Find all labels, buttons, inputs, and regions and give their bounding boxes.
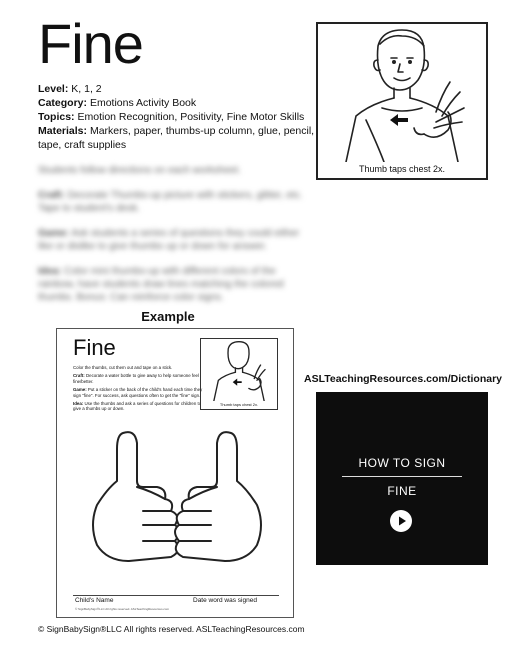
category-value: Emotions Activity Book: [89, 97, 197, 109]
example-heading: Example: [141, 309, 195, 324]
worksheet-idea: [73, 401, 203, 412]
worksheet-craft-label: Craft:: [73, 373, 85, 379]
category-label: Category:: [38, 97, 88, 109]
worksheet-instructions: [73, 365, 203, 415]
idea-label: Idea:: [38, 266, 62, 277]
instructions-idea: [38, 265, 310, 304]
materials-row: [38, 124, 316, 152]
game-label: Game:: [38, 228, 70, 239]
sign-illustration: [318, 24, 486, 162]
video-thumbnail[interactable]: [316, 392, 488, 565]
worksheet-intro: Color the thumbs, cut them out and tape on a stick.: [73, 365, 173, 370]
worksheet-sign-illustration: [201, 339, 277, 401]
worksheet-signature-line: [73, 595, 279, 596]
thumbs-up-left-icon: [93, 432, 179, 561]
worksheet-game-label: Game:: [73, 387, 87, 393]
blurred-instructions: [38, 164, 310, 316]
worksheet-sign-caption: Thumb taps chest 2x.: [219, 402, 259, 407]
level-row: [38, 82, 316, 96]
game-text: Ask students a series of questions they could either like or dislike to give thumbs up or down for answer.: [38, 228, 300, 252]
worksheet-idea-text: Use the thumbs and ask a series of questions for children to give a thumbs up or down.: [73, 401, 202, 412]
page-title: Fine: [38, 12, 143, 75]
sign-illustration-box: [316, 22, 488, 180]
topics-value: Emotion Recognition, Positivity, Fine Motor Skills: [77, 111, 305, 123]
lesson-meta: [38, 82, 316, 152]
idea-text: Color mini thumbs-up with different colors of the rainbow, have students draw lines matching the colored thumbs. Bonus: Can reinforce color signs.: [38, 266, 284, 303]
topics-row: [38, 110, 316, 124]
worksheet-craft-text: Decorate a water bottle to give away to help someone feel fine/better.: [73, 373, 199, 384]
worksheet-copyright: © SignBabySign®LLC All rights reserved. ASLTeachingResources.com: [75, 607, 170, 611]
thumbs-up-illustration: [71, 425, 283, 585]
category-row: [38, 96, 316, 110]
example-worksheet: [56, 328, 294, 618]
craft-text: Decorate Thumbs-up picture with stickers, glitter, etc. Tape to student's desk.: [38, 190, 303, 214]
worksheet-game-text: Put a sticker on the back of the child's hand each time they sign "fine". For success, ask questions often to get the "fine" sign.: [73, 387, 203, 398]
craft-label: Craft:: [38, 190, 65, 201]
child-name-label: Child's Name: [75, 597, 114, 604]
page-footer: © SignBabySign®LLC All rights reserved. ASLTeachingResources.com: [38, 624, 305, 634]
sign-caption: Thumb taps chest 2x.: [358, 164, 446, 174]
worksheet-game: [73, 387, 203, 398]
thumbs-up-right-icon: [175, 432, 261, 561]
play-icon[interactable]: [390, 510, 412, 532]
worksheet-title: Fine: [73, 335, 116, 360]
level-label: Level:: [38, 83, 69, 95]
video-title-line2: FINE: [387, 484, 417, 498]
instructions-craft: [38, 189, 310, 215]
video-divider: [342, 476, 462, 477]
worksheet-sign-box: [200, 338, 278, 410]
level-value: K, 1, 2: [71, 83, 102, 95]
instructions-game: [38, 227, 310, 253]
dictionary-link[interactable]: ASLTeachingResources.com/Dictionary: [304, 373, 502, 385]
materials-value: Markers, paper, thumbs-up column, glue, pencil, tape, craft supplies: [38, 125, 315, 151]
date-signed-label: Date word was signed: [193, 597, 257, 604]
video-title-line1: HOW TO SIGN: [358, 456, 446, 470]
materials-label: Materials:: [38, 125, 88, 137]
worksheet-craft: [73, 373, 203, 384]
topics-label: Topics:: [38, 111, 75, 123]
instructions-intro: Students follow directions on each worksheet.: [38, 165, 241, 176]
worksheet-idea-label: Idea:: [73, 401, 84, 407]
